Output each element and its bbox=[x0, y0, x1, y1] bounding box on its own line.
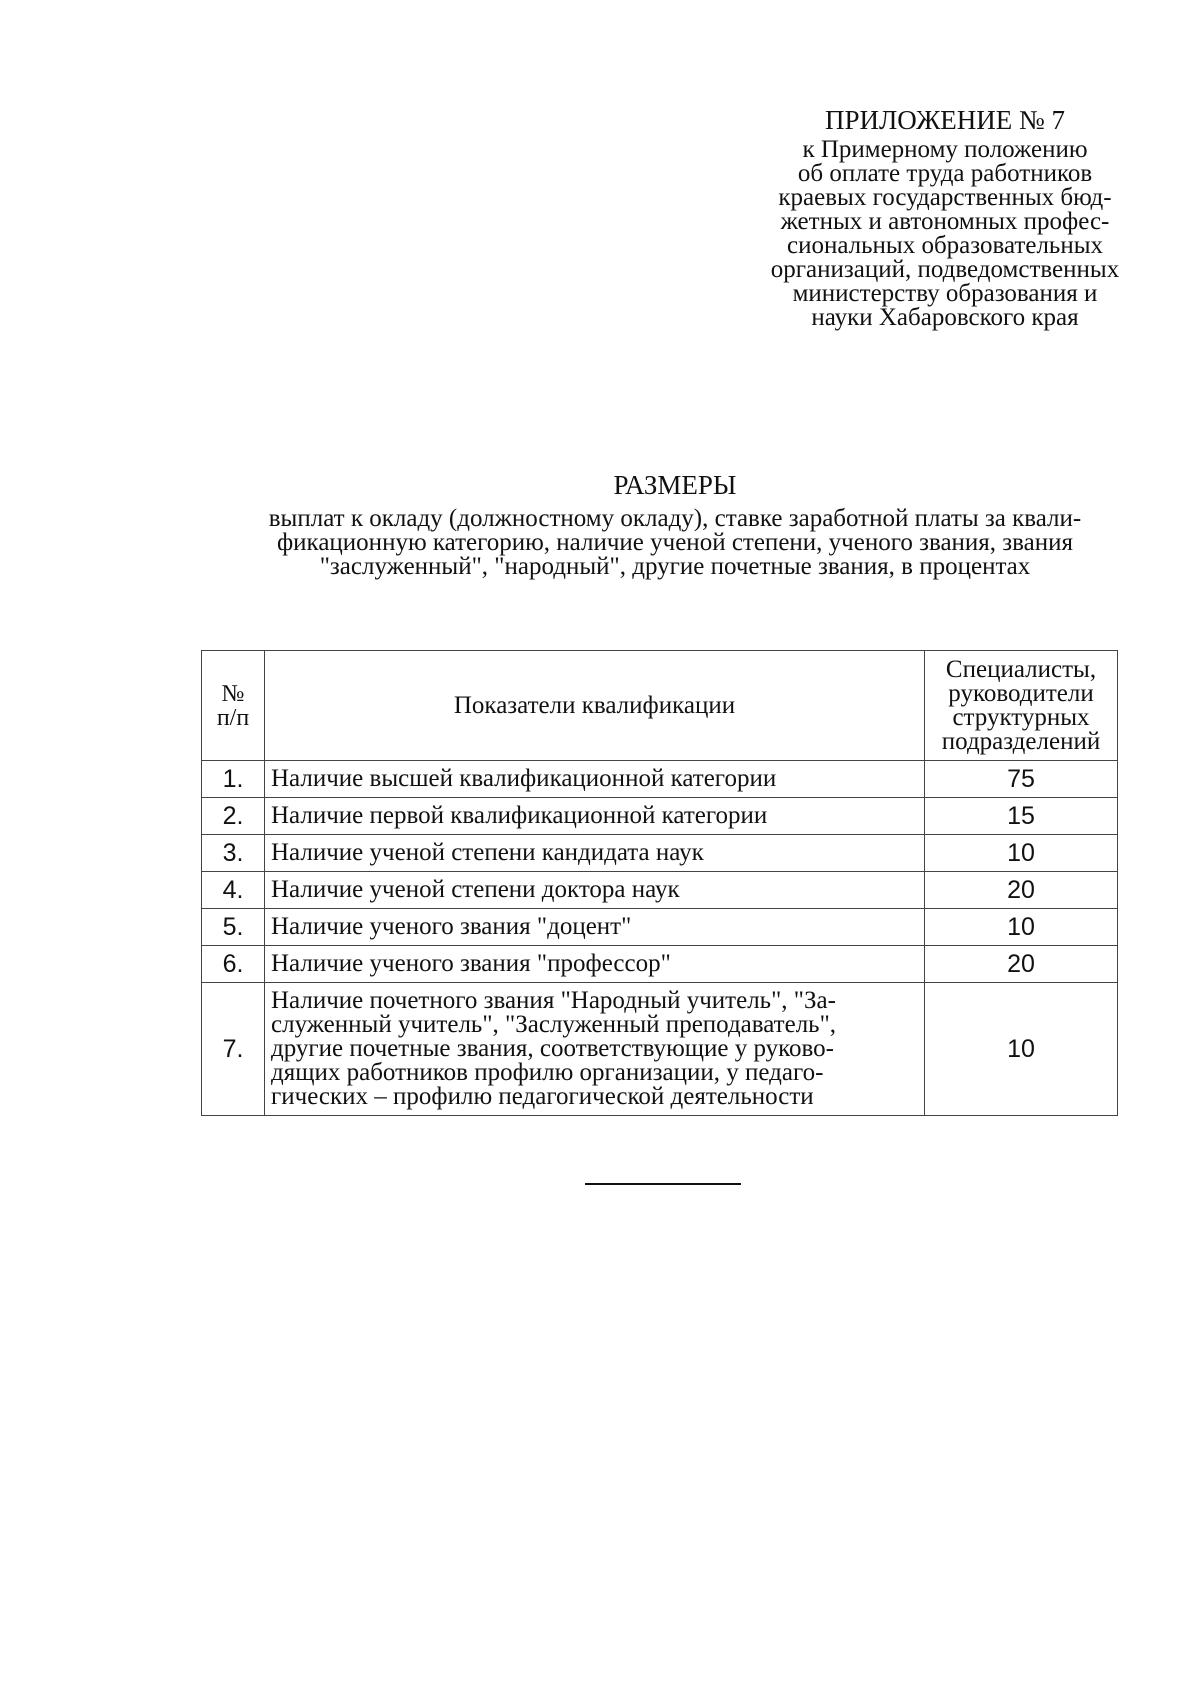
header-number-line: № bbox=[221, 680, 245, 707]
row-indicator-line: служенный учитель", "Заслуженный преподаватель", bbox=[271, 1011, 837, 1038]
row-number: 3. bbox=[202, 835, 265, 872]
row-indicator-line: Наличие ученого звания "доцент" bbox=[271, 913, 632, 940]
row-indicator-line: Наличие ученой степени доктора наук bbox=[271, 876, 680, 903]
appendix-line: сиональных образовательных bbox=[786, 232, 1103, 259]
row-value: 15 bbox=[925, 798, 1118, 835]
header-number bbox=[202, 651, 265, 761]
row-indicator-line: Наличие первой квалификационной категории bbox=[271, 802, 768, 829]
header-specialists-line: структурных bbox=[952, 703, 1090, 731]
row-indicator bbox=[265, 946, 925, 983]
row-number: 1. bbox=[202, 761, 265, 798]
appendix-line: науки Хабаровского края bbox=[811, 304, 1079, 331]
row-number: 5. bbox=[202, 909, 265, 946]
header-number-line: п/п bbox=[216, 704, 250, 731]
table-row bbox=[202, 983, 1118, 1116]
table-row bbox=[202, 798, 1118, 835]
row-indicator bbox=[265, 909, 925, 946]
row-number: 7. bbox=[202, 983, 265, 1116]
appendix-heading: ПРИЛОЖЕНИЕ № 7 bbox=[824, 105, 1066, 135]
row-indicator-line: Наличие высшей квалификационной категории bbox=[271, 765, 777, 792]
header-specialists-line: подразделений bbox=[941, 727, 1101, 755]
row-number: 6. bbox=[202, 946, 265, 983]
row-value: 20 bbox=[925, 872, 1118, 909]
qualification-table bbox=[201, 650, 1118, 1116]
row-indicator bbox=[265, 761, 925, 798]
appendix-line: жетных и автономных профес- bbox=[780, 208, 1110, 235]
row-indicator-line: Наличие почетного звания "Народный учитель", "За- bbox=[271, 987, 836, 1014]
row-value: 10 bbox=[925, 909, 1118, 946]
row-number: 2. bbox=[202, 798, 265, 835]
subtitle-line: выплат к окладу (должностному окладу), ставке заработной платы за квали- bbox=[268, 505, 1082, 532]
appendix-line: об оплате труда работников bbox=[797, 160, 1093, 187]
document-subtitle bbox=[150, 507, 1200, 579]
table-row bbox=[202, 946, 1118, 983]
appendix-line: министерству образования и bbox=[792, 280, 1098, 307]
appendix-line: краевых государственных бюд- bbox=[778, 184, 1112, 211]
row-indicator-line: гических – профилю педагогической деятельности bbox=[271, 1083, 814, 1110]
row-indicator bbox=[265, 798, 925, 835]
header-specialists bbox=[925, 651, 1118, 761]
subtitle-line: фикационную категорию, наличие ученой степени, ученого звания, звания bbox=[276, 529, 1074, 556]
row-indicator-line: дящих работников профилю организации, у педаго- bbox=[271, 1059, 824, 1086]
header-specialists-line: руководители bbox=[948, 679, 1094, 707]
row-indicator-line: Наличие ученой степени кандидата наук bbox=[271, 839, 704, 866]
row-indicator-line: другие почетные звания, соответствующие у руково- bbox=[271, 1035, 834, 1062]
appendix-line: организаций, подведомственных bbox=[770, 256, 1120, 283]
row-value: 20 bbox=[925, 946, 1118, 983]
subtitle-line: "заслуженный", "народный", другие почетные звания, в процентах bbox=[319, 553, 1031, 580]
row-indicator bbox=[265, 835, 925, 872]
table-row bbox=[202, 909, 1118, 946]
row-indicator bbox=[265, 983, 925, 1116]
header-indicator: Показатели квалификации bbox=[265, 651, 925, 761]
table-row bbox=[202, 872, 1118, 909]
table-row bbox=[202, 761, 1118, 798]
row-value: 10 bbox=[925, 835, 1118, 872]
appendix-block bbox=[745, 105, 1145, 331]
document-title: РАЗМЕРЫ bbox=[613, 470, 737, 500]
table-row bbox=[202, 835, 1118, 872]
row-number: 4. bbox=[202, 872, 265, 909]
header-specialists-line: Специалисты, bbox=[945, 655, 1097, 683]
appendix-line: к Примерному положению bbox=[802, 136, 1088, 163]
table-header-row bbox=[202, 651, 1118, 761]
row-value: 10 bbox=[925, 983, 1118, 1116]
row-indicator-line: Наличие ученого звания "профессор" bbox=[271, 950, 671, 977]
row-value: 75 bbox=[925, 761, 1118, 798]
end-separator-line bbox=[585, 1183, 741, 1185]
row-indicator bbox=[265, 872, 925, 909]
